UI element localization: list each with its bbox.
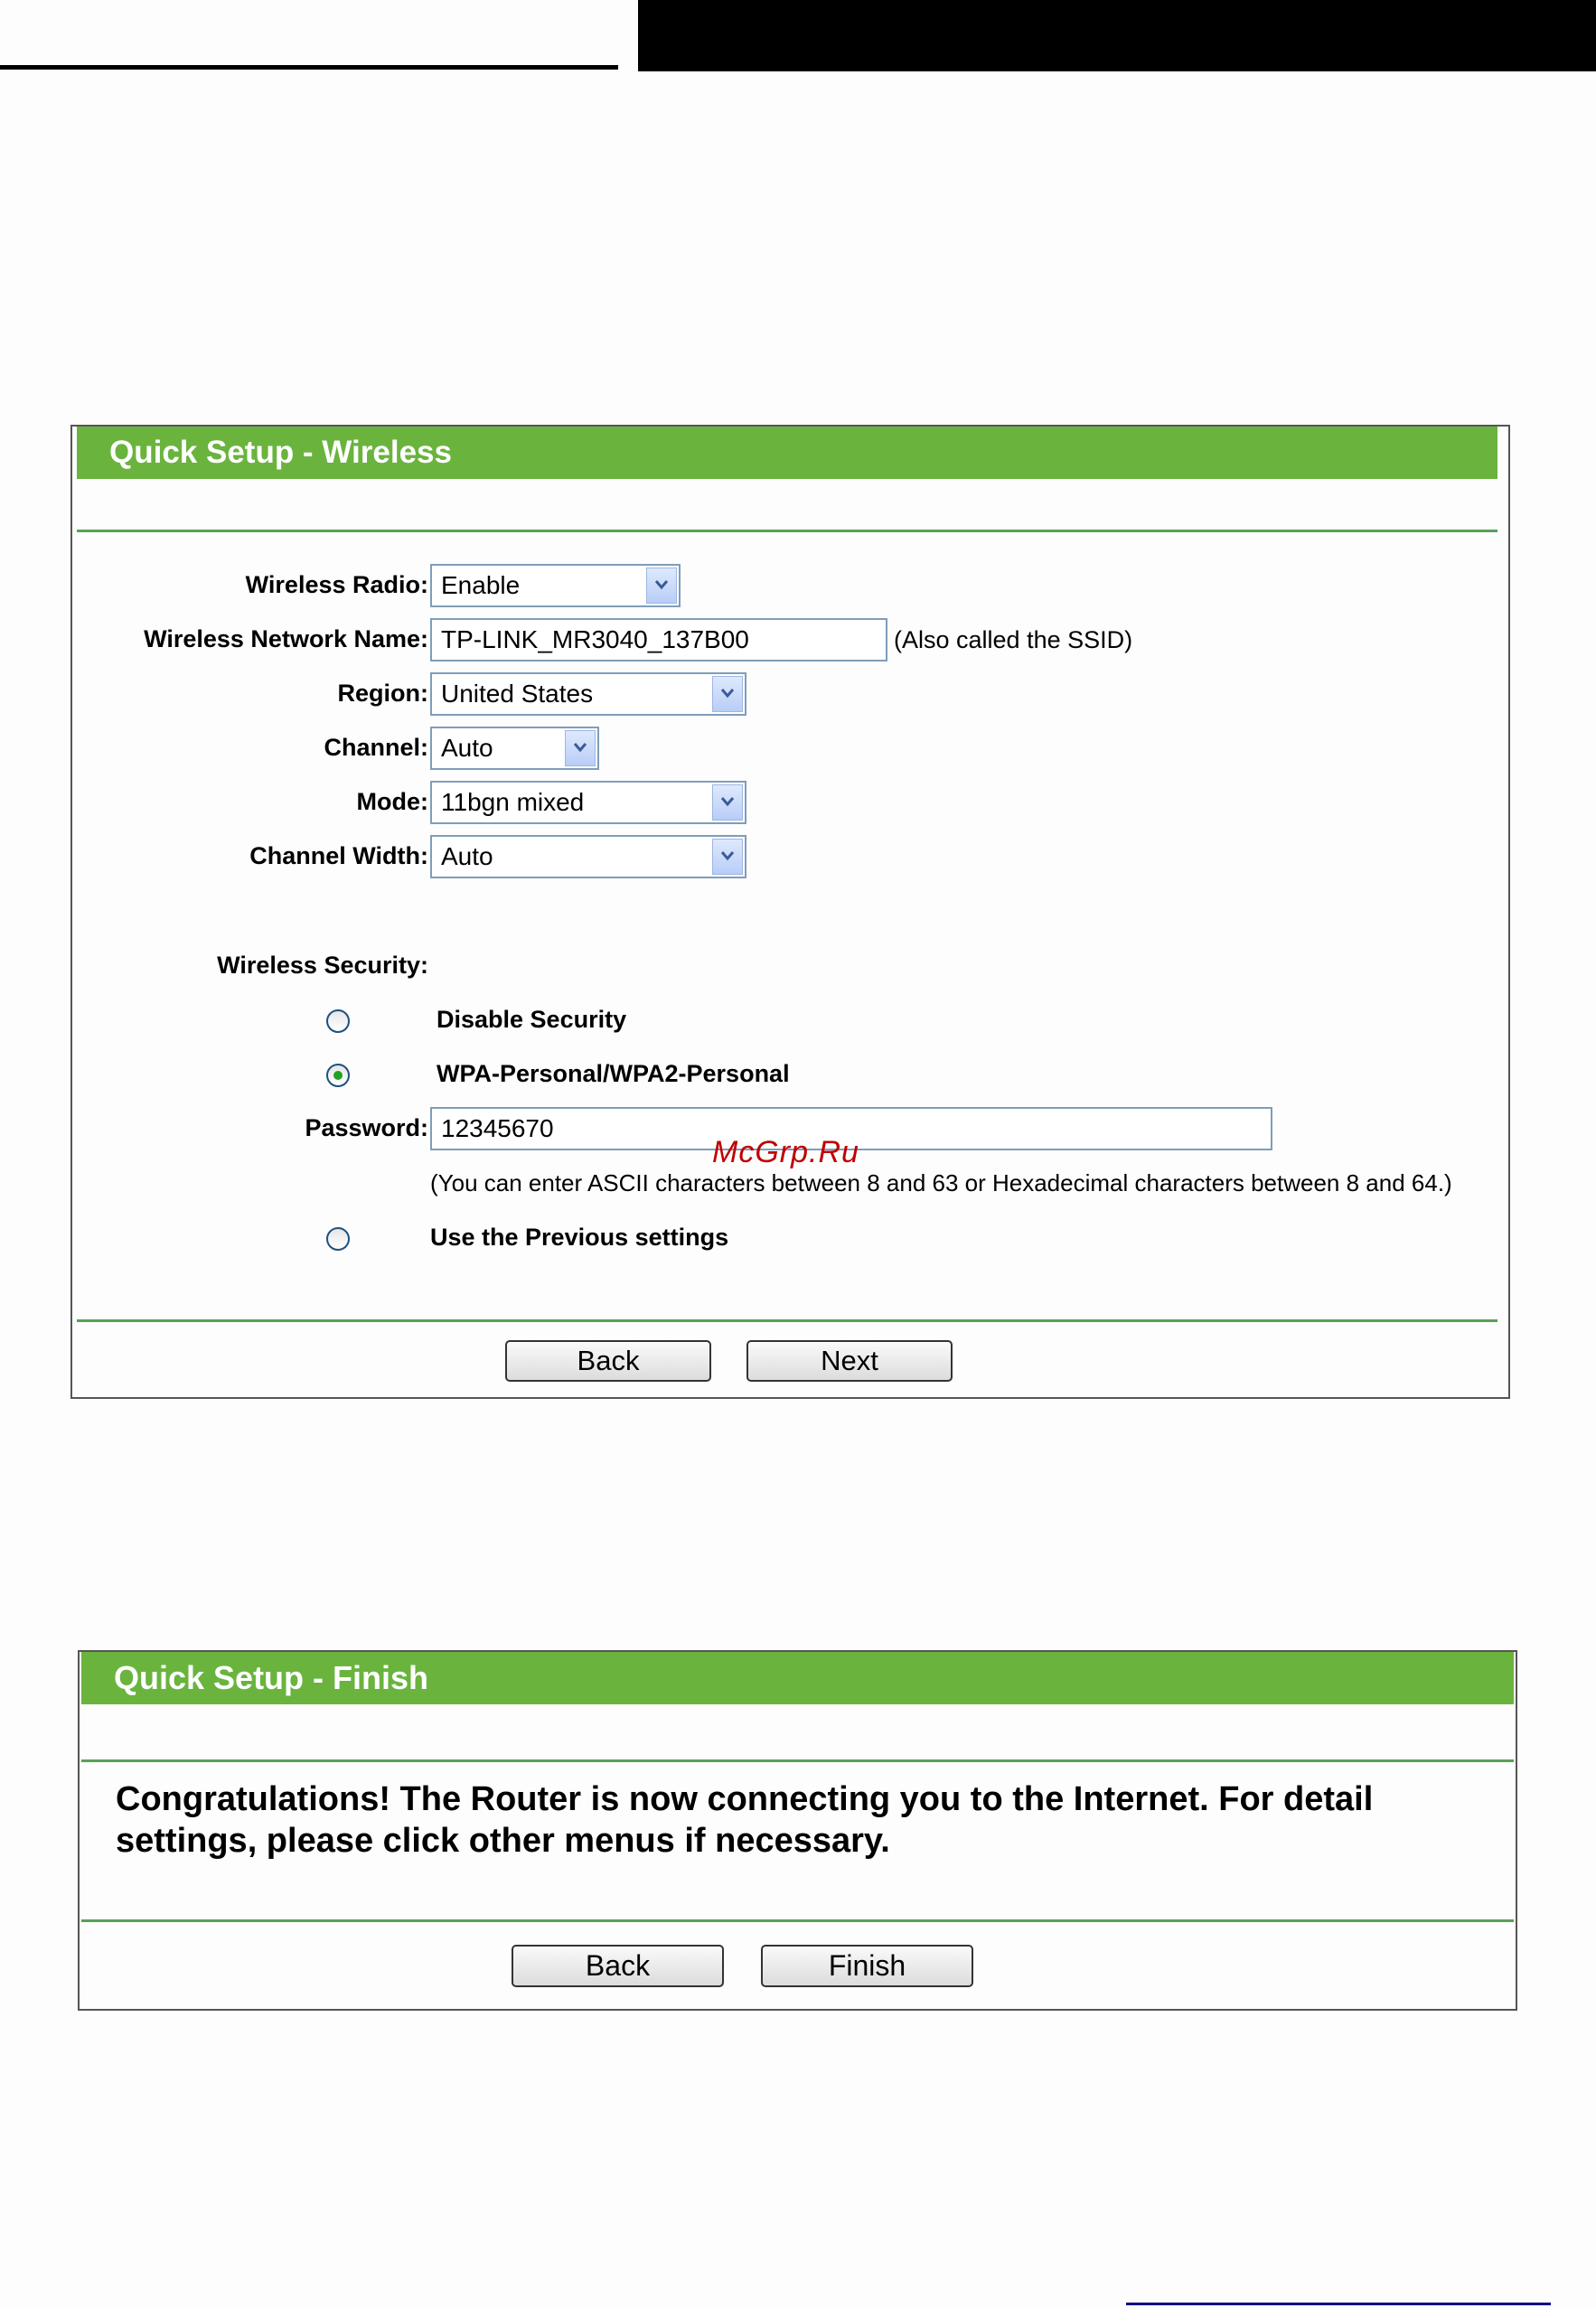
- wpa-personal-radio[interactable]: [326, 1064, 350, 1087]
- bottom-divider: [77, 1319, 1497, 1322]
- region-value: United States: [441, 680, 594, 708]
- channel-value: Auto: [441, 734, 493, 762]
- wireless-radio-label: Wireless Radio:: [245, 571, 428, 598]
- header-black-bar: [638, 0, 1596, 71]
- finish-top-divider: [81, 1759, 1514, 1762]
- wireless-panel: [70, 425, 1510, 1399]
- finish-panel-title: [81, 1652, 1514, 1704]
- previous-settings-radio[interactable]: [326, 1227, 350, 1251]
- mode-value: 11bgn mixed: [441, 788, 585, 816]
- back-button[interactable]: Back: [505, 1340, 711, 1382]
- next-button[interactable]: Next: [746, 1340, 953, 1382]
- region-select[interactable]: [430, 672, 746, 716]
- congratulations-message: [116, 1778, 1489, 1862]
- congratulations-line-1: Congratulations! The Router is now connecting you to the Internet. For detail: [116, 1780, 1374, 1818]
- network-name-input[interactable]: [430, 618, 887, 661]
- finish-back-button[interactable]: Back: [512, 1945, 724, 1987]
- channel-width-value: Auto: [441, 842, 493, 870]
- wireless-radio-value: Enable: [441, 571, 521, 599]
- ssid-note: (Also called the SSID): [894, 626, 1133, 653]
- congratulations-line-2: settings, please click other menus if necessary.: [116, 1822, 890, 1860]
- disable-security-label: Disable Security: [437, 1006, 627, 1033]
- finish-panel: [78, 1650, 1517, 2011]
- finish-panel-title-text: Quick Setup - Finish: [114, 1659, 429, 1696]
- wpa-personal-label: WPA-Personal/WPA2-Personal: [437, 1060, 790, 1087]
- mode-label: Mode:: [356, 788, 428, 815]
- password-value: 12345670: [441, 1114, 554, 1142]
- chevron-down-icon[interactable]: [712, 676, 743, 712]
- password-hint: (You can enter ASCII characters between 8 and 63 or Hexadecimal characters between 8 and 64.): [430, 1169, 1452, 1196]
- wireless-radio-select[interactable]: [430, 564, 681, 607]
- network-name-value: TP-LINK_MR3040_137B00: [441, 625, 749, 653]
- chevron-down-icon[interactable]: [712, 839, 743, 875]
- wireless-security-label: Wireless Security:: [217, 952, 428, 979]
- chevron-down-icon[interactable]: [565, 730, 596, 766]
- header-rule: [0, 65, 618, 70]
- top-divider: [77, 530, 1497, 532]
- chevron-down-icon[interactable]: [646, 568, 677, 604]
- channel-select[interactable]: [430, 727, 599, 770]
- finish-button[interactable]: Finish: [761, 1945, 973, 1987]
- previous-settings-label: Use the Previous settings: [430, 1224, 729, 1251]
- wireless-panel-title: [77, 427, 1497, 479]
- header-gap: [618, 0, 638, 71]
- watermark: McGrp.Ru: [712, 1135, 859, 1169]
- network-name-label: Wireless Network Name:: [144, 625, 428, 652]
- channel-label: Channel:: [324, 734, 428, 761]
- disable-security-radio[interactable]: [326, 1009, 350, 1033]
- channel-width-label: Channel Width:: [249, 842, 428, 869]
- region-label: Region:: [337, 680, 428, 707]
- wireless-panel-title-text: Quick Setup - Wireless: [109, 435, 452, 470]
- password-label: Password:: [305, 1114, 428, 1141]
- footer-rule: [1126, 2303, 1551, 2305]
- chevron-down-icon[interactable]: [712, 784, 743, 821]
- mode-select[interactable]: [430, 781, 746, 824]
- finish-bottom-divider: [81, 1919, 1514, 1922]
- channel-width-select[interactable]: [430, 835, 746, 878]
